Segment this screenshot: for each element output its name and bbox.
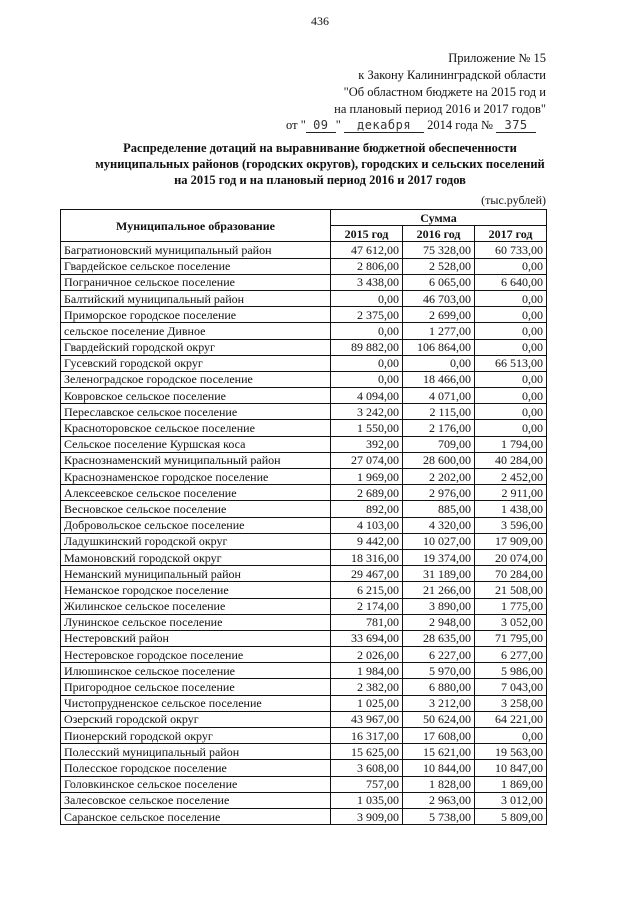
value-2015-cell: 29 467,00 xyxy=(331,566,403,582)
table-row xyxy=(61,549,547,565)
table-row xyxy=(61,258,547,274)
value-2017-cell: 19 563,00 xyxy=(475,744,547,760)
table-row xyxy=(61,808,547,824)
table-row xyxy=(61,614,547,630)
value-2017-cell: 3 012,00 xyxy=(475,792,547,808)
table-row xyxy=(61,420,547,436)
value-2015-cell: 4 103,00 xyxy=(331,517,403,533)
municipality-cell: Пионерский городской округ xyxy=(61,728,331,744)
value-2017-cell: 0,00 xyxy=(475,339,547,355)
municipality-cell: Зеленоградское городское поселение xyxy=(61,371,331,387)
value-2015-cell: 89 882,00 xyxy=(331,339,403,355)
value-2017-cell: 3 596,00 xyxy=(475,517,547,533)
value-2016-cell: 75 328,00 xyxy=(403,242,475,258)
municipality-cell: Красноторовское сельское поселение xyxy=(61,420,331,436)
table-row xyxy=(61,469,547,485)
value-2017-cell: 5 986,00 xyxy=(475,663,547,679)
table-row xyxy=(61,404,547,420)
appendix-line: к Закону Калининградской области xyxy=(358,68,546,82)
table-row xyxy=(61,760,547,776)
municipality-cell: Гвардейский городской округ xyxy=(61,339,331,355)
value-2015-cell: 0,00 xyxy=(331,290,403,306)
value-2016-cell: 6 065,00 xyxy=(403,274,475,290)
value-2015-cell: 2 806,00 xyxy=(331,258,403,274)
appendix-line: "Об областном бюджете на 2015 год и xyxy=(343,85,546,99)
date-month: декабря xyxy=(344,118,424,133)
value-2017-cell: 2 911,00 xyxy=(475,485,547,501)
table-row xyxy=(61,533,547,549)
value-2015-cell: 781,00 xyxy=(331,614,403,630)
value-2016-cell: 5 970,00 xyxy=(403,663,475,679)
value-2017-cell: 21 508,00 xyxy=(475,582,547,598)
value-2016-cell: 21 266,00 xyxy=(403,582,475,598)
value-2015-cell: 757,00 xyxy=(331,776,403,792)
value-2015-cell: 15 625,00 xyxy=(331,744,403,760)
municipality-cell: Краснознаменский муниципальный район xyxy=(61,452,331,468)
value-2017-cell: 0,00 xyxy=(475,290,547,306)
value-2016-cell: 3 212,00 xyxy=(403,695,475,711)
table-body xyxy=(61,242,547,825)
value-2017-cell: 10 847,00 xyxy=(475,760,547,776)
value-2015-cell: 27 074,00 xyxy=(331,452,403,468)
header-year-2016: 2016 год xyxy=(403,226,475,242)
value-2015-cell: 3 909,00 xyxy=(331,808,403,824)
value-2017-cell: 3 258,00 xyxy=(475,695,547,711)
appendix-header xyxy=(334,50,546,118)
value-2016-cell: 28 600,00 xyxy=(403,452,475,468)
date-from-label: от xyxy=(286,118,298,132)
table-row xyxy=(61,582,547,598)
date-quote-close: " xyxy=(335,118,341,132)
value-2017-cell: 1 869,00 xyxy=(475,776,547,792)
value-2017-cell: 70 284,00 xyxy=(475,566,547,582)
value-2016-cell: 50 624,00 xyxy=(403,711,475,727)
value-2017-cell: 0,00 xyxy=(475,307,547,323)
municipality-cell: Чистопрудненское сельское поселение xyxy=(61,695,331,711)
value-2016-cell: 709,00 xyxy=(403,436,475,452)
value-2017-cell: 71 795,00 xyxy=(475,630,547,646)
municipality-cell: Озерский городской округ xyxy=(61,711,331,727)
municipality-cell: Приморское городское поселение xyxy=(61,307,331,323)
table-row xyxy=(61,647,547,663)
value-2016-cell: 2 699,00 xyxy=(403,307,475,323)
value-2017-cell: 64 221,00 xyxy=(475,711,547,727)
appendix-line: Приложение № 15 xyxy=(448,51,546,65)
value-2017-cell: 0,00 xyxy=(475,371,547,387)
value-2016-cell: 6 880,00 xyxy=(403,679,475,695)
table-row xyxy=(61,452,547,468)
municipality-cell: Полесское городское поселение xyxy=(61,760,331,776)
table-row xyxy=(61,679,547,695)
value-2015-cell: 2 375,00 xyxy=(331,307,403,323)
value-2015-cell: 2 382,00 xyxy=(331,679,403,695)
value-2015-cell: 0,00 xyxy=(331,371,403,387)
subsidy-table xyxy=(60,209,547,825)
value-2017-cell: 1 438,00 xyxy=(475,501,547,517)
table-row xyxy=(61,501,547,517)
table-header-row xyxy=(61,210,547,226)
value-2015-cell: 16 317,00 xyxy=(331,728,403,744)
value-2015-cell: 6 215,00 xyxy=(331,582,403,598)
municipality-cell: Пограничное сельское поселение xyxy=(61,274,331,290)
municipality-cell: Нестеровский район xyxy=(61,630,331,646)
value-2017-cell: 17 909,00 xyxy=(475,533,547,549)
table-row xyxy=(61,630,547,646)
value-2017-cell: 0,00 xyxy=(475,323,547,339)
table-row xyxy=(61,339,547,355)
value-2016-cell: 2 528,00 xyxy=(403,258,475,274)
municipality-cell: Добровольское сельское поселение xyxy=(61,517,331,533)
table-row xyxy=(61,436,547,452)
value-2016-cell: 0,00 xyxy=(403,355,475,371)
value-2015-cell: 47 612,00 xyxy=(331,242,403,258)
municipality-cell: Илюшинское сельское поселение xyxy=(61,663,331,679)
value-2017-cell: 0,00 xyxy=(475,420,547,436)
value-2017-cell: 0,00 xyxy=(475,388,547,404)
value-2017-cell: 3 052,00 xyxy=(475,614,547,630)
table-row xyxy=(61,566,547,582)
value-2016-cell: 17 608,00 xyxy=(403,728,475,744)
municipality-cell: Ладушкинский городской округ xyxy=(61,533,331,549)
municipality-cell: Лунинское сельское поселение xyxy=(61,614,331,630)
municipality-cell: Мамоновский городской округ xyxy=(61,549,331,565)
value-2016-cell: 2 976,00 xyxy=(403,485,475,501)
value-2016-cell: 31 189,00 xyxy=(403,566,475,582)
value-2016-cell: 18 466,00 xyxy=(403,371,475,387)
value-2015-cell: 1 025,00 xyxy=(331,695,403,711)
municipality-cell: Сельское поселение Куршская коса xyxy=(61,436,331,452)
title-line: на 2015 год и на плановый период 2016 и 2017 годов xyxy=(174,173,466,187)
table-row xyxy=(61,323,547,339)
value-2016-cell: 15 621,00 xyxy=(403,744,475,760)
date-day: 09 xyxy=(306,118,336,133)
table-row xyxy=(61,776,547,792)
value-2017-cell: 0,00 xyxy=(475,258,547,274)
header-year-2015: 2015 год xyxy=(331,226,403,242)
municipality-cell: Головкинское сельское поселение xyxy=(61,776,331,792)
value-2016-cell: 4 320,00 xyxy=(403,517,475,533)
municipality-cell: Весновское сельское поселение xyxy=(61,501,331,517)
municipality-cell: Залесовское сельское поселение xyxy=(61,792,331,808)
header-municipality: Муниципальное образование xyxy=(61,210,331,242)
value-2017-cell: 1 794,00 xyxy=(475,436,547,452)
units-label: (тыс.рублей) xyxy=(481,193,546,207)
header-year-2017: 2017 год xyxy=(475,226,547,242)
value-2017-cell: 20 074,00 xyxy=(475,549,547,565)
value-2015-cell: 892,00 xyxy=(331,501,403,517)
title-line: Распределение дотаций на выравнивание бюджетной обеспеченности xyxy=(123,141,517,155)
value-2016-cell: 6 227,00 xyxy=(403,647,475,663)
table-row xyxy=(61,290,547,306)
value-2015-cell: 392,00 xyxy=(331,436,403,452)
value-2015-cell: 1 035,00 xyxy=(331,792,403,808)
municipality-cell: Балтийский муниципальный район xyxy=(61,290,331,306)
value-2016-cell: 885,00 xyxy=(403,501,475,517)
value-2017-cell: 6 640,00 xyxy=(475,274,547,290)
municipality-cell: Нестеровское городское поселение xyxy=(61,647,331,663)
value-2016-cell: 106 864,00 xyxy=(403,339,475,355)
value-2017-cell: 5 809,00 xyxy=(475,808,547,824)
value-2015-cell: 0,00 xyxy=(331,323,403,339)
value-2015-cell: 1 550,00 xyxy=(331,420,403,436)
value-2017-cell: 1 775,00 xyxy=(475,598,547,614)
value-2016-cell: 28 635,00 xyxy=(403,630,475,646)
value-2015-cell: 43 967,00 xyxy=(331,711,403,727)
value-2015-cell: 3 242,00 xyxy=(331,404,403,420)
table-row xyxy=(61,242,547,258)
value-2015-cell: 2 174,00 xyxy=(331,598,403,614)
value-2015-cell: 9 442,00 xyxy=(331,533,403,549)
table-row xyxy=(61,307,547,323)
municipality-cell: Жилинское сельское поселение xyxy=(61,598,331,614)
value-2015-cell: 33 694,00 xyxy=(331,630,403,646)
document-title xyxy=(40,140,600,188)
table-row xyxy=(61,728,547,744)
municipality-cell: Краснознаменское городское поселение xyxy=(61,469,331,485)
municipality-cell: Неманское городское поселение xyxy=(61,582,331,598)
municipality-cell: Ковровское сельское поселение xyxy=(61,388,331,404)
law-number: 375 xyxy=(496,118,536,133)
appendix-line: на плановый период 2016 и 2017 годов" xyxy=(334,102,546,116)
table-row xyxy=(61,744,547,760)
value-2017-cell: 66 513,00 xyxy=(475,355,547,371)
value-2015-cell: 2 026,00 xyxy=(331,647,403,663)
date-year-label: 2014 года № xyxy=(427,118,493,132)
table-row xyxy=(61,663,547,679)
value-2016-cell: 10 027,00 xyxy=(403,533,475,549)
table-row xyxy=(61,485,547,501)
law-date-line xyxy=(286,118,536,133)
value-2017-cell: 60 733,00 xyxy=(475,242,547,258)
value-2016-cell: 10 844,00 xyxy=(403,760,475,776)
value-2017-cell: 2 452,00 xyxy=(475,469,547,485)
table-row xyxy=(61,695,547,711)
value-2015-cell: 4 094,00 xyxy=(331,388,403,404)
municipality-cell: Алексеевское сельское поселение xyxy=(61,485,331,501)
date-quote-open: " xyxy=(300,118,306,132)
value-2016-cell: 2 963,00 xyxy=(403,792,475,808)
value-2017-cell: 0,00 xyxy=(475,404,547,420)
value-2015-cell: 2 689,00 xyxy=(331,485,403,501)
value-2016-cell: 1 828,00 xyxy=(403,776,475,792)
value-2015-cell: 18 316,00 xyxy=(331,549,403,565)
value-2016-cell: 19 374,00 xyxy=(403,549,475,565)
table-row xyxy=(61,388,547,404)
table-row xyxy=(61,598,547,614)
value-2017-cell: 40 284,00 xyxy=(475,452,547,468)
header-sum: Сумма xyxy=(331,210,547,226)
table-row xyxy=(61,711,547,727)
municipality-cell: Гвардейское сельское поселение xyxy=(61,258,331,274)
municipality-cell: Полесский муниципальный район xyxy=(61,744,331,760)
value-2016-cell: 46 703,00 xyxy=(403,290,475,306)
municipality-cell: Неманский муниципальный район xyxy=(61,566,331,582)
value-2016-cell: 5 738,00 xyxy=(403,808,475,824)
table-row xyxy=(61,792,547,808)
table-row xyxy=(61,355,547,371)
title-line: муниципальных районов (городских округов), городских и сельских поселений xyxy=(95,157,545,171)
value-2015-cell: 3 608,00 xyxy=(331,760,403,776)
municipality-cell: Пригородное сельское поселение xyxy=(61,679,331,695)
value-2016-cell: 3 890,00 xyxy=(403,598,475,614)
value-2017-cell: 7 043,00 xyxy=(475,679,547,695)
municipality-cell: Переславское сельское поселение xyxy=(61,404,331,420)
municipality-cell: Багратионовский муниципальный район xyxy=(61,242,331,258)
value-2015-cell: 1 984,00 xyxy=(331,663,403,679)
value-2015-cell: 3 438,00 xyxy=(331,274,403,290)
value-2017-cell: 6 277,00 xyxy=(475,647,547,663)
value-2016-cell: 2 202,00 xyxy=(403,469,475,485)
municipality-cell: сельское поселение Дивное xyxy=(61,323,331,339)
value-2017-cell: 0,00 xyxy=(475,728,547,744)
value-2016-cell: 1 277,00 xyxy=(403,323,475,339)
value-2016-cell: 4 071,00 xyxy=(403,388,475,404)
table-row xyxy=(61,274,547,290)
value-2016-cell: 2 948,00 xyxy=(403,614,475,630)
table-row xyxy=(61,517,547,533)
table-row xyxy=(61,371,547,387)
value-2016-cell: 2 115,00 xyxy=(403,404,475,420)
page-number: 436 xyxy=(311,14,329,28)
value-2015-cell: 0,00 xyxy=(331,355,403,371)
municipality-cell: Гусевский городской округ xyxy=(61,355,331,371)
value-2016-cell: 2 176,00 xyxy=(403,420,475,436)
value-2015-cell: 1 969,00 xyxy=(331,469,403,485)
municipality-cell: Саранское сельское поселение xyxy=(61,808,331,824)
